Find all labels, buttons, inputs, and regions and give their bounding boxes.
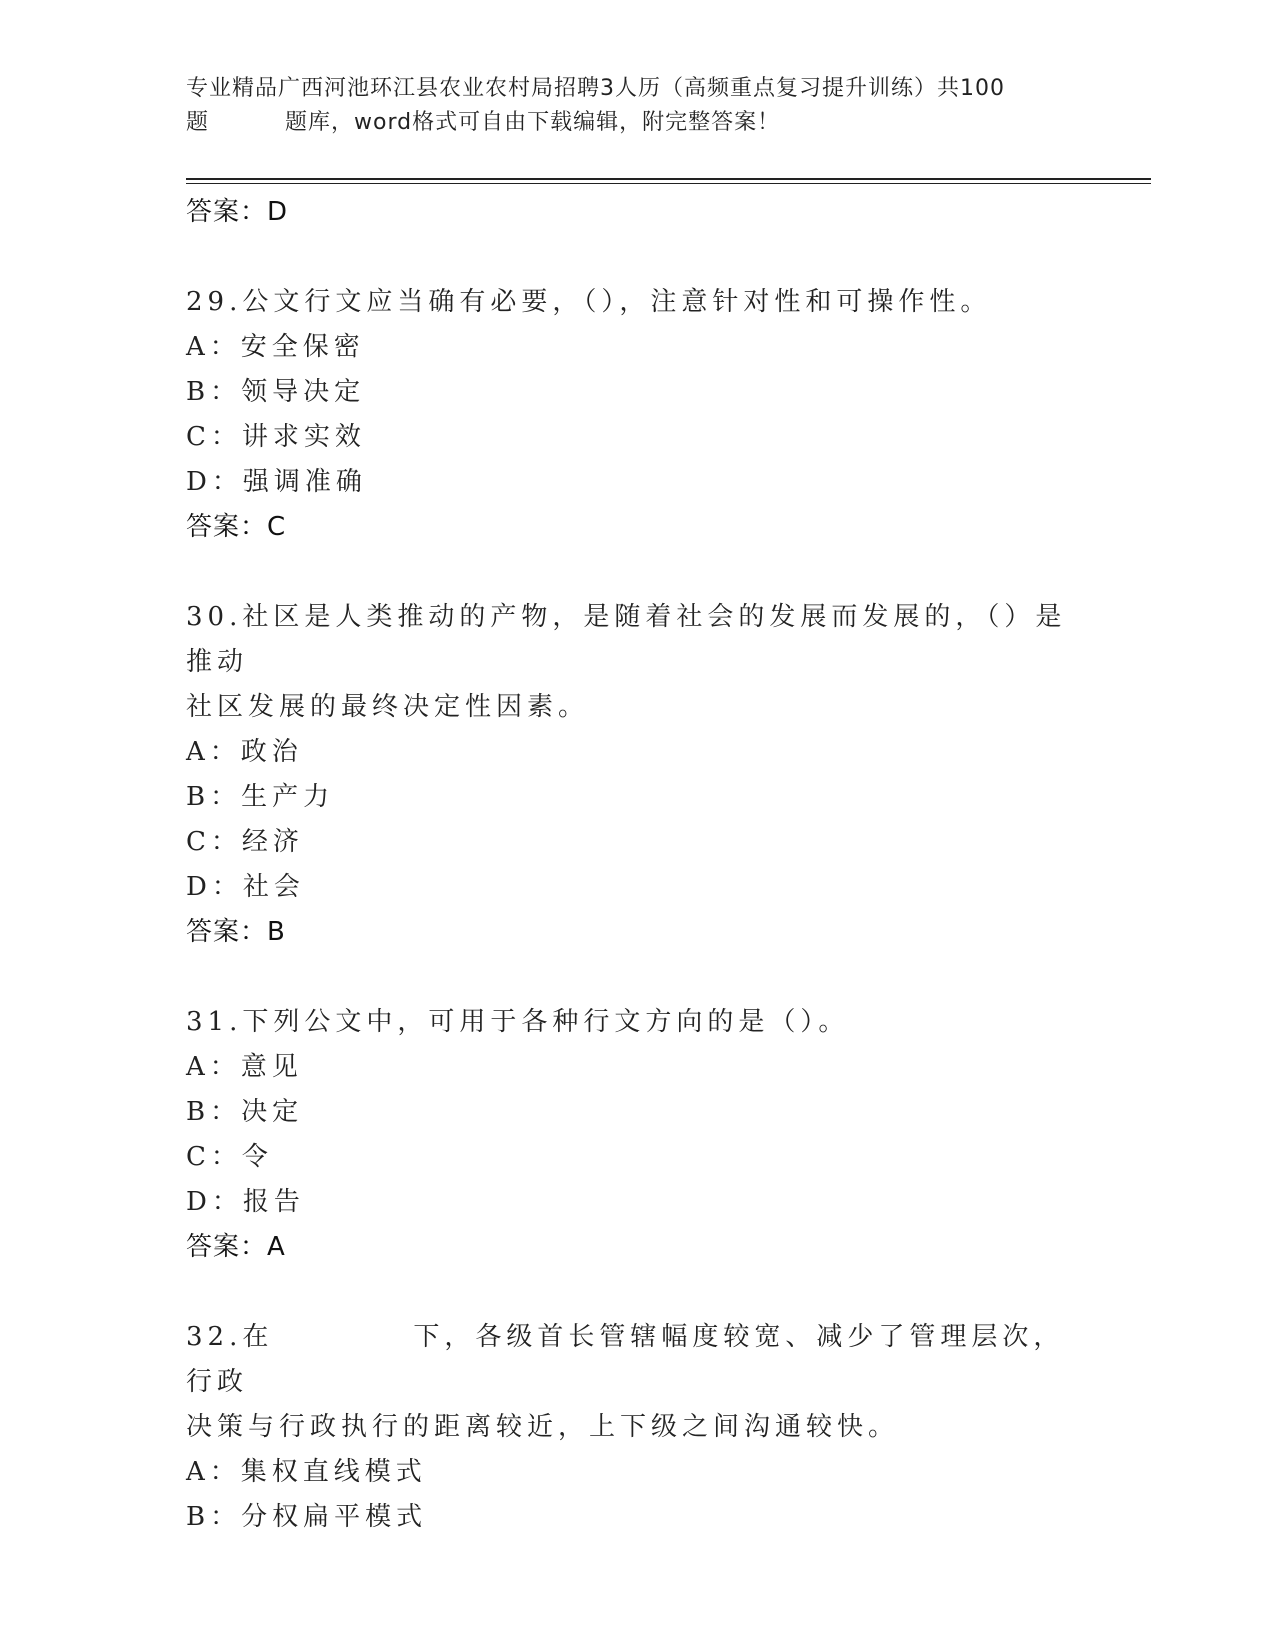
question-31 (186, 1000, 1086, 1270)
question-text-line-1: 30.社区是人类推动的产物，是随着社会的发展而发展的，（）是推动 (186, 602, 1067, 677)
header-divider-thin (186, 183, 1151, 184)
answer: 答案：B (186, 917, 286, 947)
option-b: B：生产力 (186, 782, 335, 812)
question-text: 31.下列公文中，可用于各种行文方向的是（）。 (186, 1007, 850, 1037)
option-b: B：决定 (186, 1097, 304, 1127)
question-29 (186, 280, 1086, 550)
question-32 (186, 1315, 1086, 1540)
document-body (186, 190, 1086, 1540)
option-a: A：政治 (186, 737, 303, 767)
question-text-line-2: 决策与行政执行的距离较近，上下级之间沟通较快。 (186, 1412, 900, 1442)
answer-28: 答案：D (186, 197, 289, 227)
option-c: C：令 (186, 1142, 273, 1172)
header-line-2-a: 题 (186, 110, 210, 135)
header-line-1: 专业精品广西河池环江县农业农村局招聘3人历（高频重点复习提升训练）共100 (186, 76, 1005, 101)
answer: 答案：C (186, 512, 287, 542)
option-a: A：安全保密 (186, 332, 365, 362)
option-b: B：分权扁平模式 (186, 1502, 428, 1532)
option-b: B：领导决定 (186, 377, 366, 407)
page-header (186, 72, 1086, 140)
question-text-line-1 (186, 1315, 1086, 1405)
question-text-part-b: 下，各级首长管辖幅度较宽、减少了管理层次，行政 (186, 1322, 1065, 1397)
option-d: D：社会 (186, 872, 305, 902)
header-line-2 (186, 106, 1086, 140)
option-a: A：集权直线模式 (186, 1457, 427, 1487)
option-c: C：经济 (186, 827, 304, 857)
question-text: 29.公文行文应当确有必要，（），注意针对性和可操作性。 (186, 287, 992, 317)
option-d: D：报告 (186, 1187, 305, 1217)
option-c: C：讲求实效 (186, 422, 366, 452)
header-divider-thick (186, 178, 1151, 180)
header-line-2-b: 题库，word格式可自由下载编辑，附完整答案！ (285, 110, 781, 135)
answer: 答案：A (186, 1232, 286, 1262)
option-a: A：意见 (186, 1052, 303, 1082)
question-text-line-2: 社区发展的最终决定性因素。 (186, 692, 590, 722)
question-text-part-a: 32.在 (186, 1322, 274, 1352)
option-d: D：强调准确 (186, 467, 367, 497)
question-30 (186, 595, 1086, 955)
